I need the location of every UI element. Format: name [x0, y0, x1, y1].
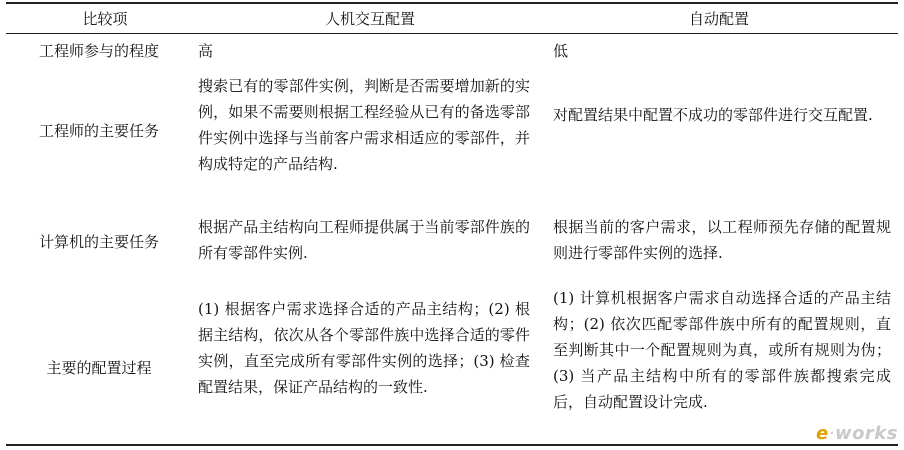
- table-header-rule: [6, 33, 898, 34]
- row-4-manual: (1) 根据客户需求选择合适的产品主结构；(2) 根据主结构，依次从各个零部件族中选择合适的零件实例，直至完成所有零部件实例的选择；(3) 检查配置结果，保证产品结构的一致性.: [198, 300, 530, 396]
- row-2-manual: 搜索已有的零部件实例，判断是否需要增加新的实例，如果不需要则根据工程经验从已有的备选零部件实例中选择与当前客户需求相适应的零部件，并构成特定的产品结构.: [198, 77, 530, 173]
- header-compare-item: 比较项: [82, 10, 128, 28]
- row-4-item: 主要的配置过程: [46, 359, 152, 377]
- watermark-prefix: e: [815, 423, 829, 444]
- row-1-manual: 高: [198, 42, 214, 60]
- eworks-watermark: e·works: [815, 423, 898, 444]
- header-auto-config: 自动配置: [688, 10, 749, 28]
- row-3-item: 计算机的主要任务: [38, 233, 159, 251]
- row-2-item: 工程师的主要任务: [38, 122, 159, 140]
- row-2-auto: 对配置结果中配置不成功的零部件进行交互配置.: [553, 106, 873, 124]
- row-1-item: 工程师参与的程度: [38, 42, 159, 60]
- row-3-manual: 根据产品主结构向工程师提供属于当前零部件族的所有零部件实例.: [198, 218, 530, 262]
- watermark-suffix: works: [834, 423, 898, 444]
- row-4-auto: (1) 计算机根据客户需求自动选择合适的产品主结构；(2) 依次匹配零部件族中所有的配置规则，直至判断其中一个配置规则为真，或所有规则为伪；(3) 当产品主结构中所有的零部件族都搜索完成后，自动配置设计完成.: [553, 289, 891, 411]
- table-bottom-rule: [6, 444, 898, 446]
- row-3-auto: 根据当前的客户需求，以工程师预先存储的配置规则进行零部件实例的选择.: [553, 218, 891, 262]
- table-top-rule: [6, 2, 898, 4]
- row-1-auto: 低: [553, 42, 569, 60]
- header-manual-config: 人机交互配置: [324, 10, 415, 28]
